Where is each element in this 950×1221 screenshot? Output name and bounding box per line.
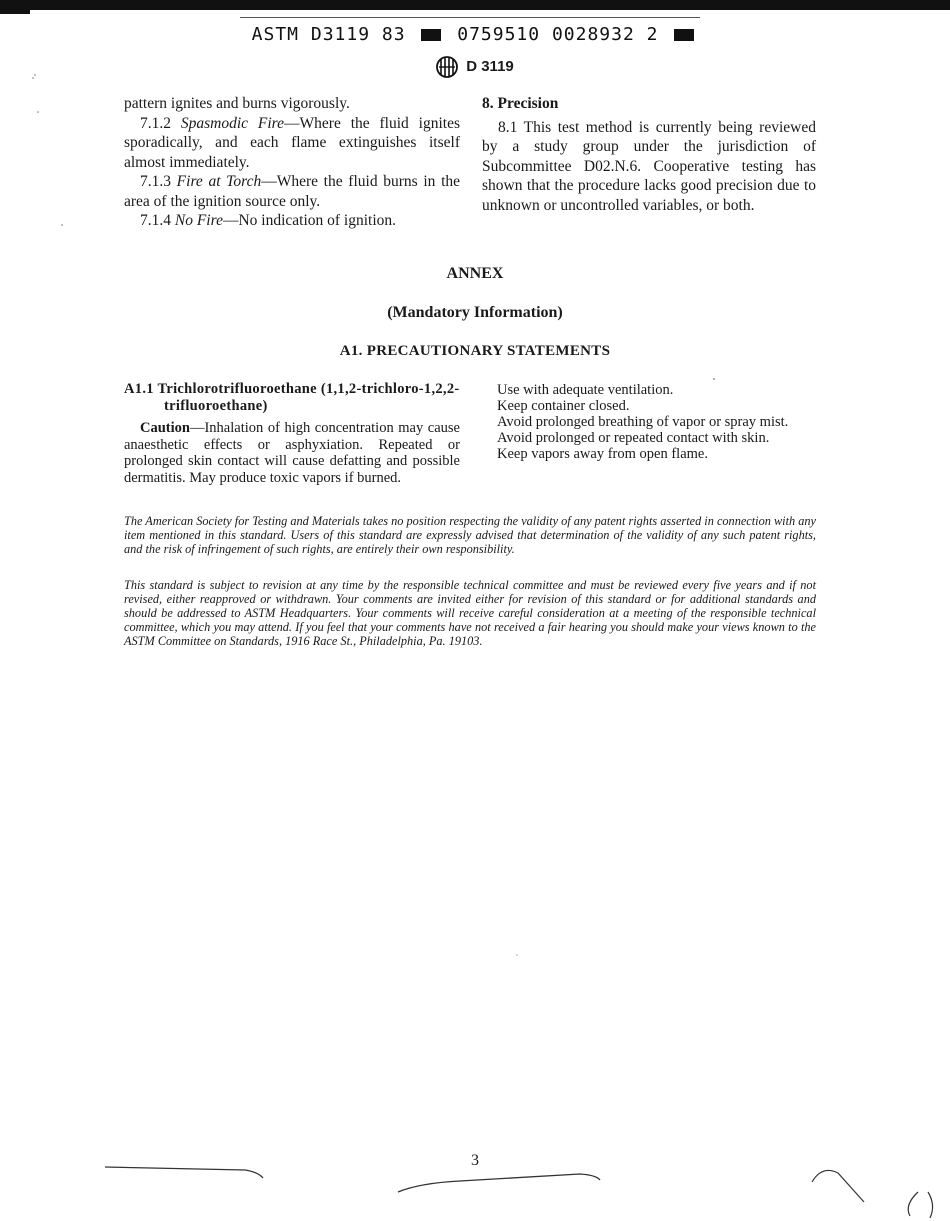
paragraph-8-1: 8.1 This test method is currently being reviewed by a study group under the jurisdiction of Subcommittee D02.N.6. Cooperative testing has shown that the procedure lacks good precision due to unknown or uncontrolled variables, or both. <box>482 118 816 214</box>
scan-speck <box>61 224 63 226</box>
annex-subtitle: (Mandatory Information) <box>387 304 563 321</box>
annex-left-column <box>124 381 460 486</box>
paragraph-7-1-2 <box>124 114 460 173</box>
scan-speck <box>713 378 715 380</box>
page-number: 3 <box>471 1152 479 1169</box>
revision-notice: This standard is subject to revision at any time by the responsible technical committee and must be reviewed every five years and if not revised, either reapproved or withdrawn. Your comments are invited either for revision of this standard or for additional standards and should be addressed to ASTM Headquarters. Your comments will receive careful consideration at a meeting of the responsible technical committee, which you may attend. If you feel that your comments have not received a fair hearing you should make your views known to the ASTM Committee on Standards, 1916 Race St., Philadelphia, Pa. 19103. <box>124 578 816 648</box>
scan-speck <box>37 111 39 113</box>
scan-block-mark <box>674 29 694 41</box>
caution-label: Caution <box>140 420 190 436</box>
precaution-item: Keep container closed. <box>497 398 630 414</box>
scan-top-notch <box>0 8 30 14</box>
document-header <box>0 56 950 78</box>
patent-notice: The American Society for Testing and Materials takes no position respecting the validity of any patent rights asserted in connection with any item mentioned in this standard. Users of this standard are expressly advised that determination of the validity of any such patent rights, and the risk of infringement of such rights, are entirely their own responsibility. <box>124 514 816 556</box>
scan-code <box>0 24 950 45</box>
paragraph-number: 7.1.4 <box>140 212 175 229</box>
term: No Fire <box>174 212 223 229</box>
precaution-item: Avoid prolonged breathing of vapor or spray mist. <box>497 414 789 430</box>
scan-stroke <box>812 1170 864 1202</box>
annex-title: ANNEX <box>446 265 504 282</box>
paragraph-text: —No indication of ignition. <box>222 212 397 229</box>
scan-stroke <box>928 1192 933 1218</box>
scan-speck <box>516 954 517 955</box>
precaution-list <box>497 382 827 462</box>
paragraph-text: —Where the fluid ignites sporadically, and each flame extinguishes itself almost immediately. <box>124 114 460 171</box>
term: Spasmodic Fire <box>180 114 285 132</box>
scan-stroke <box>398 1174 600 1192</box>
paragraph-7-1-4 <box>124 211 460 231</box>
scan-block-mark <box>421 29 441 41</box>
paragraph-number: 7.1.3 <box>140 173 177 190</box>
term: Fire at Torch <box>176 173 262 190</box>
caution-paragraph <box>124 420 460 486</box>
scan-stroke <box>908 1192 918 1216</box>
caution-text: —Inhalation of high concentration may cause anaesthetic effects or asphyxiation. Repeated or prolonged skin contact will cause defatting and possible dermatitis. May produce toxic vapors if burned. <box>124 420 460 486</box>
document-designation: D 3119 <box>466 57 514 75</box>
paragraph-number: 7.1.2 <box>140 114 181 132</box>
section-heading-precision: 8. Precision <box>482 95 559 112</box>
precaution-item: Keep vapors away from open flame. <box>497 446 708 462</box>
paragraph-7-1-1-end: pattern ignites and burns vigorously. <box>124 95 350 112</box>
scan-code-left: ASTM D3119 83 <box>251 24 406 45</box>
left-column <box>124 94 460 231</box>
scan-rule <box>240 17 700 18</box>
astm-logo-icon <box>436 56 458 78</box>
annex-section-title: A1. PRECAUTIONARY STATEMENTS <box>339 343 611 359</box>
precaution-item: Avoid prolonged or repeated contact with skin. <box>497 430 770 446</box>
scan-top-bar <box>0 0 950 10</box>
paragraph-text: —Where the fluid burns in the area of the ignition source only. <box>124 173 461 210</box>
section-heading-a1-1: A1.1 Trichlorotrifluoroethane (1,1,2-trichloro-1,2,2-trifluoroethane) <box>124 381 460 414</box>
precaution-item: Use with adequate ventilation. <box>497 382 674 398</box>
paragraph-7-1-3 <box>124 172 460 211</box>
right-column <box>482 94 816 215</box>
scan-code-middle: 0759510 0028932 2 <box>457 24 659 45</box>
